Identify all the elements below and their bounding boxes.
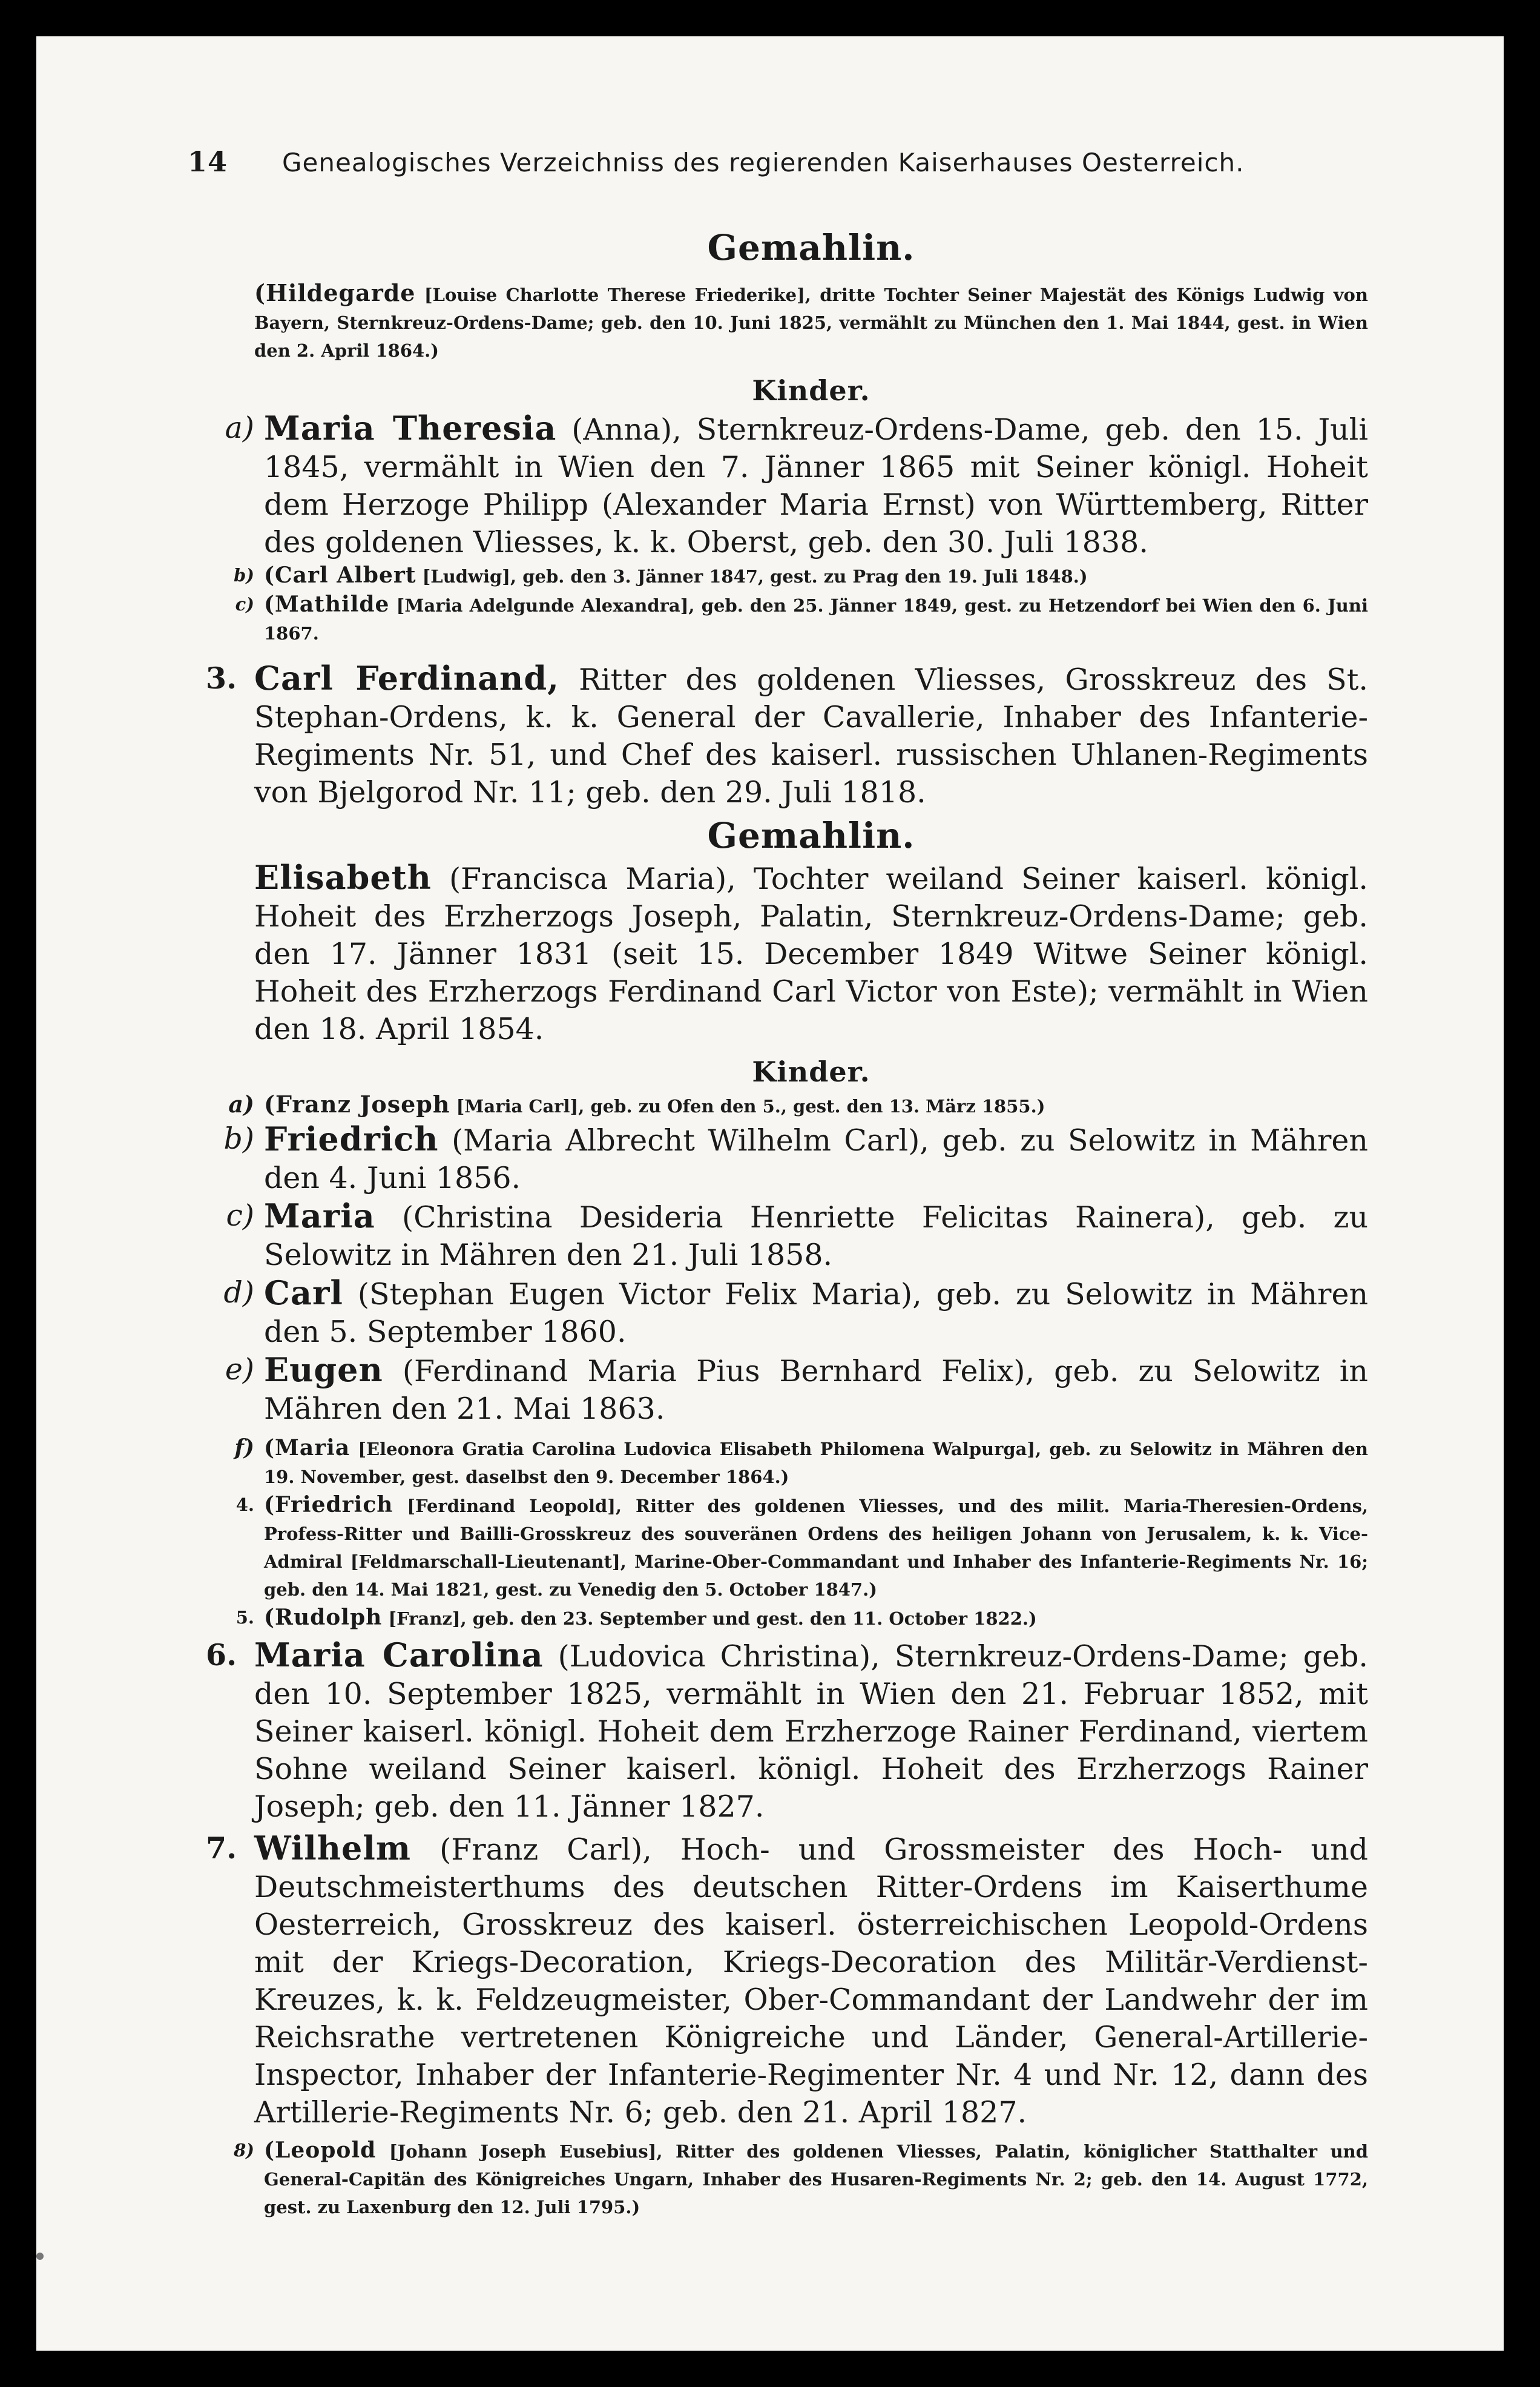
child-2a-label: a) [228,1091,254,1118]
child-1c-label: c) [235,594,254,615]
heading-kinder-1: Kinder. [752,374,870,407]
child-1a-text: (Anna), Sternkreuz-Ordens-Dame, geb. den 15. Juli 1845, vermählt in Wien den 7. Jänner 1865 mit Seiner königl. Hoheit dem Herzoge Philipp (Alexander Maria Ernst) von Württemberg, Ritter des goldenen Vliesses, k. k. Oberst, geb. den 30. Juli 1838. [264,412,1369,560]
child-2e-label: e) [225,1352,254,1387]
child-1b [206,561,1368,590]
page-number: 14 [188,145,228,178]
child-2b-name: Friedrich [264,1120,439,1158]
entry-4 [206,1491,1368,1603]
child-2b [206,1120,1368,1197]
section-1 [206,227,1369,2221]
child-1a-label: a) [225,411,254,445]
spouse-1-text: [Louise Charlotte Therese Friederike], dritte Tochter Seiner Majestät des Königs Ludwig von Bayern, Sternkreuz-Ordens-Dame; geb. den 10. Juni 1825, vermählt zu München den 1. Mai 1844, gest. in Wien den 2. April 1864.) [254,285,1368,361]
child-1a-name: Maria Theresia [264,409,557,447]
child-1a [206,409,1368,561]
spouse-1-name: (Hildegarde [254,279,416,306]
child-2e [206,1351,1368,1428]
child-2a-name: (Franz Joseph [264,1091,450,1118]
entry-8-name: (Leopold [264,2138,377,2163]
child-2c-label: c) [226,1198,254,1233]
heading-gemahlin-2: Gemahlin. [707,815,915,856]
child-2d-text: (Stephan Eugen Victor Felix Maria), geb. zu Selowitz in Mähren den 5. September 1860. [264,1277,1368,1349]
entry-4-number: 4. [235,1494,254,1515]
running-header [188,145,1338,178]
entry-8-number: 8) [234,2140,254,2161]
entry-3 [206,659,1368,811]
child-1c [206,590,1368,647]
entry-7-number: 7. [206,1831,237,1866]
child-2d [206,1274,1368,1351]
entry-5-text: [Franz], geb. den 23. September und gest. den 11. October 1822.) [388,1608,1037,1629]
entry-6-text: (Ludovica Christina), Sternkreuz-Ordens-Dame; geb. den 10. September 1825, vermählt in Wien den 21. Februar 1852, mit Seiner kaiserl. königl. Hoheit dem Erzherzoge Rainer Ferdinand, viertem Sohne weiland Seiner kaiserl. königl. Hoheit des Erzherzogs Rainer Joseph; geb. den 11. Jänner 1827. [254,1639,1369,1824]
entry-6 [206,1636,1368,1826]
child-2d-name: Carl [264,1273,343,1312]
entry-6-number: 6. [206,1637,237,1672]
entry-5-number: 5. [235,1607,254,1628]
entry-3-number: 3. [206,661,237,696]
child-2a [206,1091,1368,1120]
spouse-2-text: (Francisca Maria), Tochter weiland Seiner kaiserl. königl. Hoheit des Erzherzogs Joseph, Palatin, Sternkreuz-Ordens-Dame; geb. den 17. Jänner 1831 (seit 15. December 1849 Witwe Seiner königl. Hoheit des Erzherzogs Ferdinand Carl Victor von Este); vermählt in Wien den 18. April 1854. [254,862,1369,1046]
entry-7-name: Wilhelm [254,1829,411,1867]
child-2f-name: (Maria [264,1435,350,1461]
spouse-2-name: Elisabeth [254,858,432,897]
entry-4-text: [Ferdinand Leopold], Ritter des goldenen Vliesses, und des milit. Maria-Theresien-Ordens, Profess-Ritter und Bailli-Grosskreuz des souveränen Ordens des heiligen Johann von Jerusalem, k. k. Vice-Admiral [Feldmarschall-Lieutenant], Marine-Ober-Commandant und Inhaber des Infanterie-Regiments Nr. 16; geb. den 14. Mai 1821, gest. zu Venedig den 5. October 1847.) [264,1496,1368,1600]
child-2f [206,1434,1368,1491]
spouse-2 [254,859,1368,1048]
spouse-1 [254,279,1368,365]
child-1c-name: (Mathilde [264,592,390,617]
child-2f-text: [Eleonora Gratia Carolina Ludovica Elisabeth Philomena Walpurga], geb. zu Selowitz in Mähren den 19. November, gest. daselbst den 9. December 1864.) [264,1439,1368,1487]
entry-8-text: [Johann Joseph Eusebius], Ritter des goldenen Vliesses, Palatin, königlicher Statthalter und General-Capitän des Königreiches Ungarn, Inhaber des Husaren-Regiments Nr. 2; geb. den 14. August 1772, gest. zu Laxenburg den 12. Juli 1795.) [264,2141,1368,2217]
entry-3-name: Carl Ferdinand, [254,659,559,698]
entry-4-name: (Friedrich [264,1492,393,1517]
child-2e-name: Eugen [264,1350,383,1389]
heading-kinder-2: Kinder. [752,1055,870,1088]
child-1b-label: b) [234,565,254,586]
child-2d-label: d) [223,1275,254,1310]
running-title: Genealogisches Verzeichniss des regierenden Kaiserhauses Oesterreich. [282,148,1245,177]
heading-gemahlin-1: Gemahlin. [707,227,915,268]
entry-8 [206,2136,1368,2221]
entry-7 [206,1829,1368,2131]
entry-3-text: Ritter des goldenen Vliesses, Grosskreuz des St. Stephan-Ordens, k. k. General der Cavallerie, Inhaber des Infanterie-Regiments Nr. 51, und Chef des kaiserl. russischen Uhlanen-Regiments von Bjelgorod Nr. 11; geb. den 29. Juli 1818. [254,662,1368,810]
entry-5-name: (Rudolph [264,1605,383,1630]
child-2b-label: b) [223,1121,254,1156]
entry-5 [206,1603,1368,1633]
child-2c-name: Maria [264,1197,375,1235]
child-2b-text: (Maria Albrecht Wilhelm Carl), geb. zu Selowitz in Mähren den 4. Juni 1856. [264,1123,1368,1195]
child-2e-text: (Ferdinand Maria Pius Bernhard Felix), geb. zu Selowitz in Mähren den 21. Mai 1863. [264,1354,1368,1426]
child-1b-name: (Carl Albert [264,563,416,588]
child-2c [206,1197,1368,1274]
child-2c-text: (Christina Desideria Henriette Felicitas Rainera), geb. zu Selowitz in Mähren den 21. Juli 1858. [264,1200,1369,1272]
child-2f-label: f) [234,1435,254,1461]
entry-6-name: Maria Carolina [254,1636,544,1674]
margin-dot [36,2253,44,2260]
child-1c-text: [Maria Adelgunde Alexandra], geb. den 25. Jänner 1849, gest. zu Hetzendorf bei Wien den 6. Juni 1867. [264,595,1368,644]
child-1b-text: [Ludwig], geb. den 3. Jänner 1847, gest. zu Prag den 19. Juli 1848.) [422,566,1088,587]
entry-7-text: (Franz Carl), Hoch- und Grossmeister des Hoch- und Deutschmeisterthums des deutschen Ritter-Ordens im Kaiserthume Oesterreich, Grosskreuz des kaiserl. österreichischen Leopold-Ordens mit der Kriegs-Decoration, Kriegs-Decoration des Militär-Verdienst-Kreuzes, k. k. Feldzeugmeister, Ober-Commandant der Landwehr der im Reichsrathe vertretenen Königreiche und Länder, General-Artillerie-Inspector, Inhaber der Infanterie-Regimenter Nr. 4 und Nr. 12, dann des Artillerie-Regiments Nr. 6; geb. den 21. April 1827. [254,1832,1368,2130]
child-2a-text: [Maria Carl], geb. zu Ofen den 5., gest. den 13. März 1855.) [456,1096,1045,1117]
